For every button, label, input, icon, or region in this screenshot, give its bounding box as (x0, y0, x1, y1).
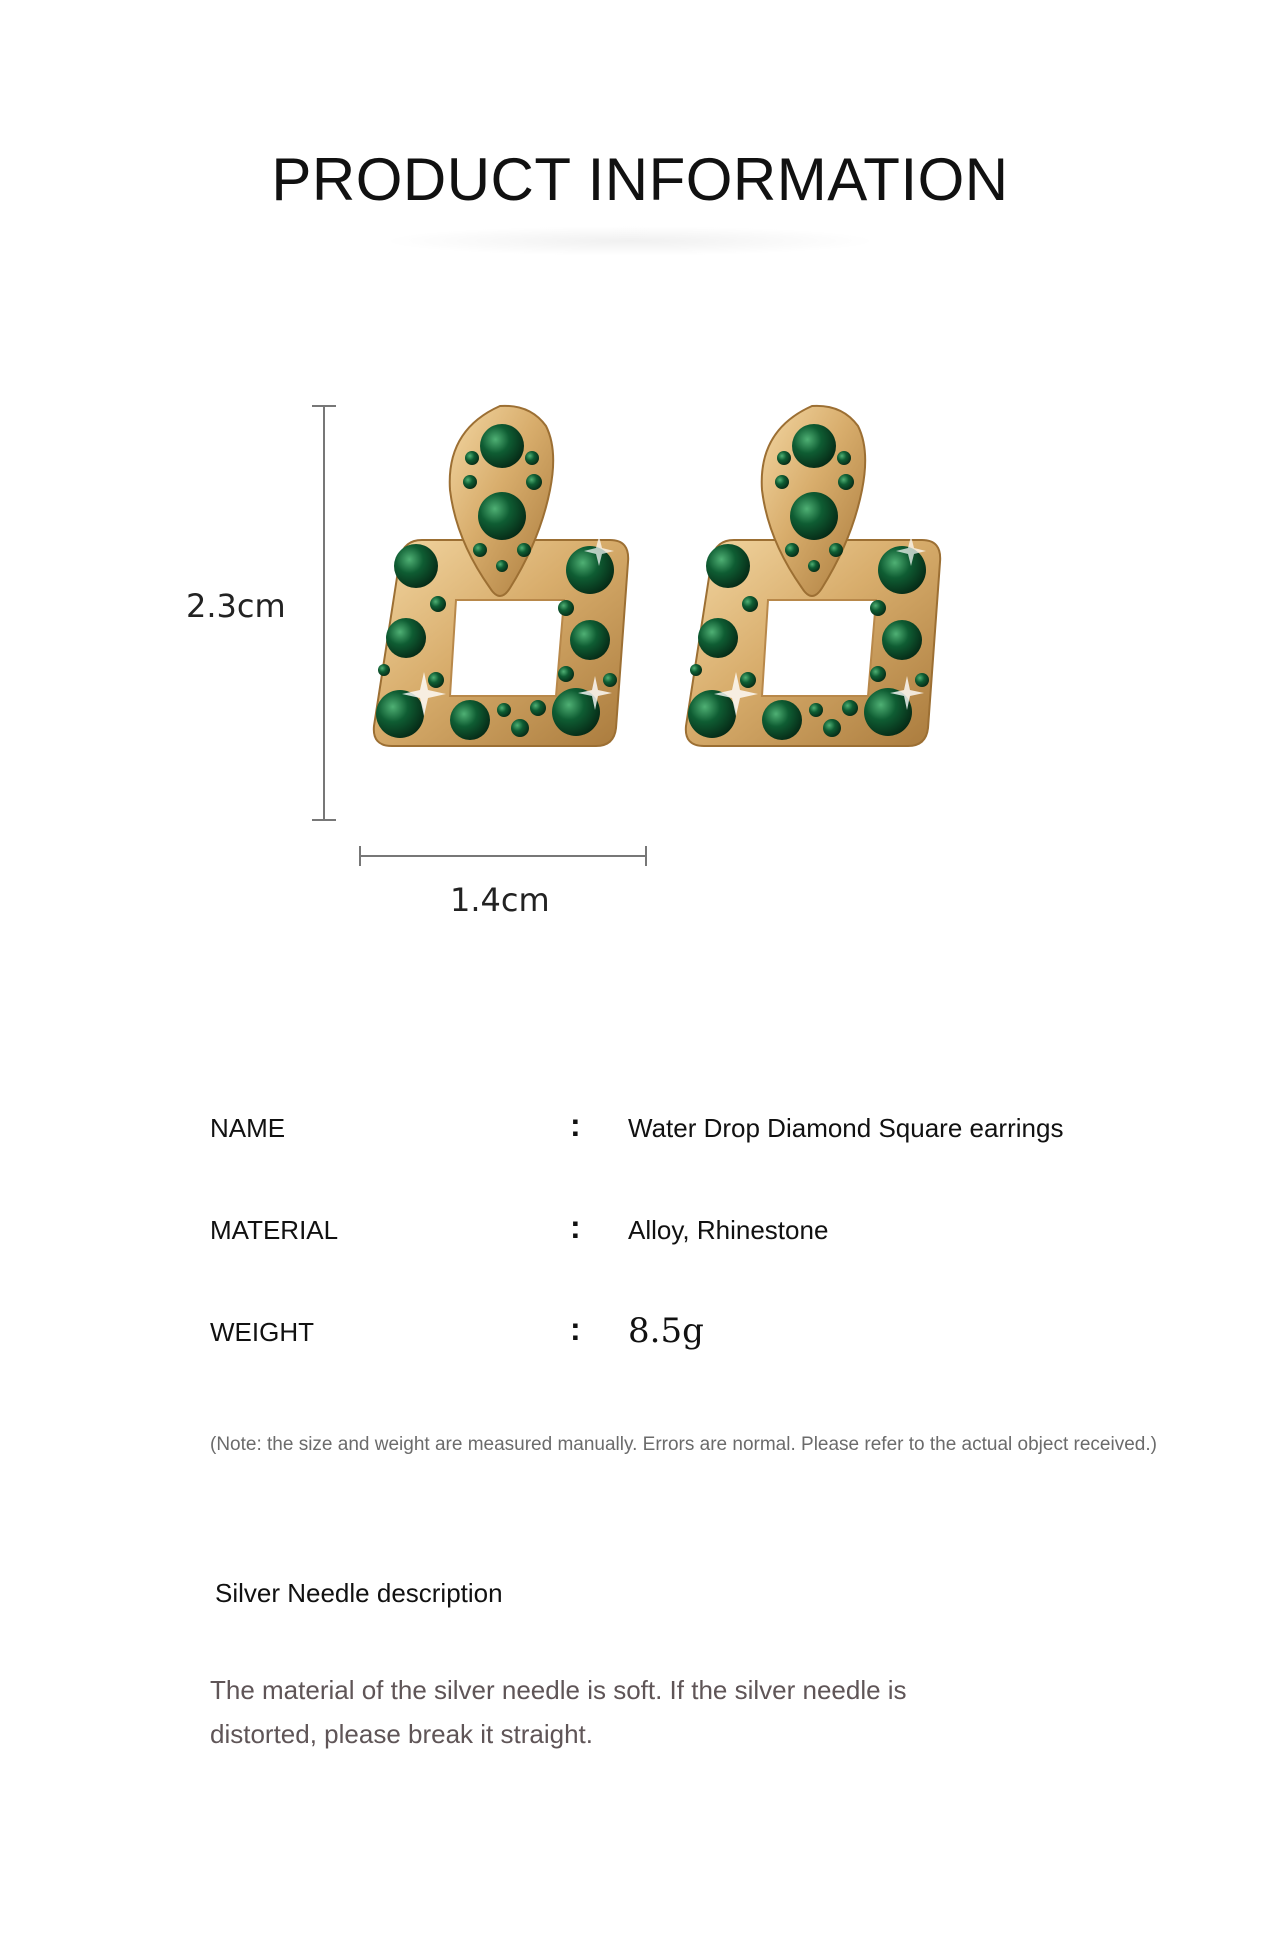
spec-key: WEIGHT (210, 1317, 314, 1347)
spec-separator: : (570, 1107, 581, 1143)
silver-needle-description: The material of the silver needle is soft. If the silver needle is distorted, please break it straight. (210, 1675, 907, 1749)
spec-value: Water Drop Diamond Square earrings (628, 1113, 1064, 1143)
spec-key: NAME (210, 1113, 286, 1143)
page-title: PRODUCT INFORMATION (271, 146, 1009, 213)
width-dimension-line (360, 846, 646, 866)
spec-separator: : (570, 1311, 581, 1347)
title-shadow-decoration (380, 226, 880, 256)
product-figure (160, 390, 1060, 930)
right-earring (686, 406, 940, 746)
spec-key: MATERIAL (210, 1215, 339, 1245)
width-label: 1.4cm (450, 881, 550, 919)
height-label: 2.3cm (186, 587, 286, 625)
spec-separator: : (570, 1209, 581, 1245)
spec-row-material (210, 1207, 1170, 1247)
spec-row-name (210, 1105, 1170, 1145)
silver-needle-heading: Silver Needle description (215, 1578, 503, 1608)
spec-value: 8.5g (628, 1311, 704, 1351)
spec-value: Alloy, Rhinestone (628, 1215, 829, 1245)
earrings-illustration (160, 390, 1060, 930)
spec-row-weight (210, 1309, 1170, 1349)
measurement-note: (Note: the size and weight are measured manually. Errors are normal. Please refer to the actual object received.) (210, 1434, 1157, 1455)
height-dimension-line (312, 406, 336, 820)
left-earring (374, 406, 628, 746)
